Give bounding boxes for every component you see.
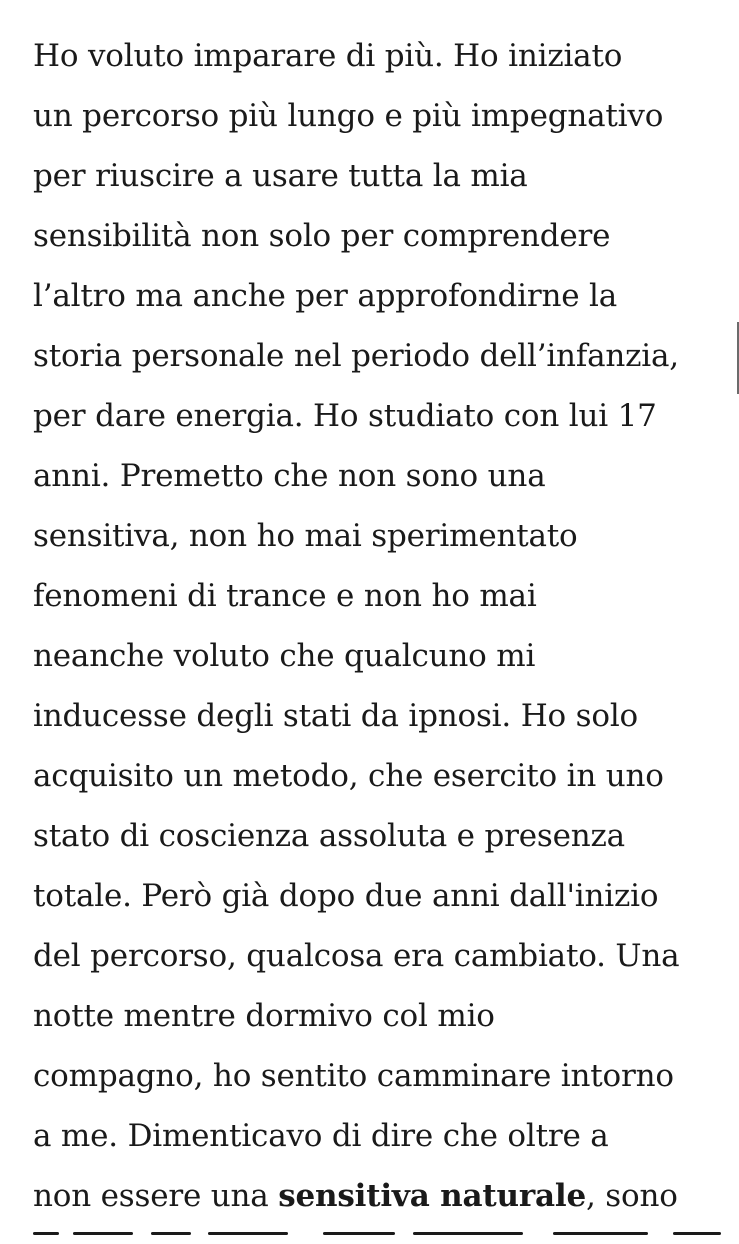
text-line: anni. Premetto che non sono una (33, 458, 546, 494)
text-line: acquisito un metodo, che esercito in uno (33, 758, 664, 794)
clipped-next-line (33, 1232, 723, 1244)
text-line: neanche voluto che qualcuno mi (33, 638, 536, 674)
text-line: sensibilità non solo per comprendere (33, 218, 611, 254)
text-line: per dare energia. Ho studiato con lui 17 (33, 398, 657, 434)
article-body (33, 26, 733, 1226)
emphasis-text: sensitiva naturale (278, 1178, 586, 1214)
text-line: notte mentre dormivo col mio (33, 998, 495, 1034)
text-line: inducesse degli stati da ipnosi. Ho solo (33, 698, 639, 734)
text-fragment: non essere una (33, 1178, 279, 1214)
text-line-with-emphasis (33, 1166, 733, 1226)
text-line: un percorso più lungo e più impegnativo (33, 98, 664, 134)
text-line: compagno, ho sentito camminare intorno (33, 1058, 674, 1094)
text-line: stato di coscienza assoluta e presenza (33, 818, 625, 854)
text-fragment: , sono (585, 1178, 678, 1214)
text-line: per riuscire a usare tutta la mia (33, 158, 528, 194)
text-line: Ho voluto imparare di più. Ho iniziato (33, 38, 623, 74)
text-line: fenomeni di trance e non ho mai (33, 578, 537, 614)
text-line: storia personale nel periodo dell’infanzia, (33, 338, 679, 374)
text-line: del percorso, qualcosa era cambiato. Una (33, 938, 680, 974)
text-line: sensitiva, non ho mai sperimentato (33, 518, 578, 554)
text-line: l’altro ma anche per approfondirne la (33, 278, 618, 314)
text-line: totale. Però già dopo due anni dall'inizio (33, 878, 659, 914)
text-line: a me. Dimenticavo di dire che oltre a (33, 1118, 609, 1154)
